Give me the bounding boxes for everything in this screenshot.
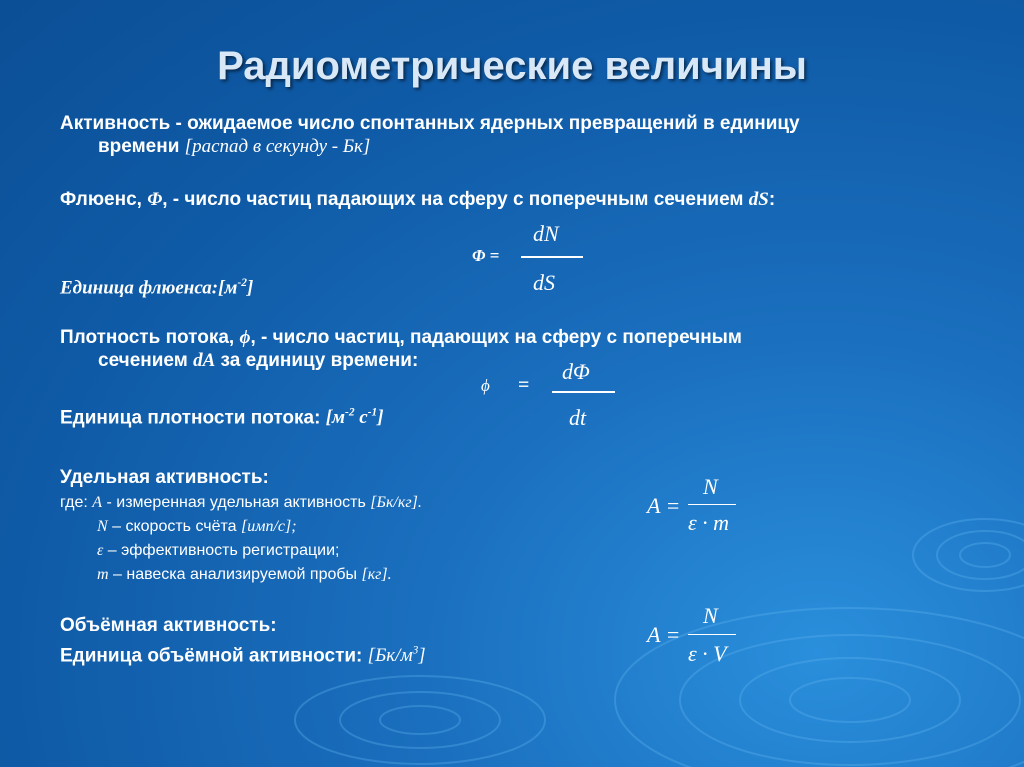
flux-formula-lhs: ϕ [481, 376, 490, 395]
activity-line1: Активность - ожидаемое число спонтанных ядерных превращений в единицу [60, 113, 800, 134]
specific-fraction-bar [688, 504, 736, 505]
specific-activity-heading: Удельная активность: [60, 467, 269, 488]
activity-line2: времени [распад в секунду - Бк] [98, 136, 371, 157]
volume-formula-numerator: N [703, 603, 718, 628]
activity-unit: [распад в секунду - Бк] [184, 136, 371, 157]
flux-density-unit: Единица плотности потока: [$м^{-2}$ $с^{-1}$] [60, 407, 384, 429]
fluence-formula-numerator: dN [533, 221, 559, 246]
fluence-formula-denominator: dS [533, 270, 555, 295]
specific-formula-numerator: N [703, 474, 718, 499]
flux-formula-eq: = [518, 374, 530, 396]
flux-formula-denominator: dt [569, 405, 587, 430]
specific-activity-item-1: N – скорость счёта [имп/с]; [97, 518, 297, 535]
fluence-formula-lhs: Φ = [472, 246, 500, 265]
fluence-fraction-bar [521, 256, 583, 258]
volume-formula-lhs: A = [647, 622, 681, 647]
fluence-unit: Единица $флюенса:[м^{-2}]$ [60, 277, 254, 299]
fluence-symbol: Φ [147, 189, 163, 210]
specific-activity-item-0: где: A - измеренная удельная активность [Бк/кг]. [60, 494, 422, 511]
volume-activity-unit: Единица объёмной активности: $[Бк/м^3]$ [60, 645, 426, 667]
flux-formula-numerator: dΦ [562, 359, 590, 384]
volume-activity-heading: Объёмная активность: [60, 615, 277, 636]
flux-density-definition: Плотность потока, ϕ, - число частиц, падающих на сферу с поперечным [60, 327, 742, 348]
volume-fraction-bar [688, 634, 736, 635]
specific-formula-denominator: ε · m [688, 510, 730, 535]
flux-density-symbol: ϕ [239, 327, 251, 348]
volume-formula-denominator: ε · V [688, 641, 727, 666]
specific-activity-item-3: m – навеска анализируемой пробы [кг]. [97, 566, 392, 583]
activity-definition [60, 112, 800, 135]
specific-activity-item-2: ε – эффективность регистрации; [97, 542, 340, 559]
flux-density-line2: сечением dA за единицу времени: [98, 350, 419, 371]
fluence-definition: Флюенс, Φ, - число частиц падающих на сферу с поперечным сечением dS: [60, 189, 776, 210]
page-title: Радиометрические величины [217, 44, 807, 88]
flux-fraction-bar [552, 391, 615, 393]
specific-formula-lhs: A = [647, 493, 681, 518]
